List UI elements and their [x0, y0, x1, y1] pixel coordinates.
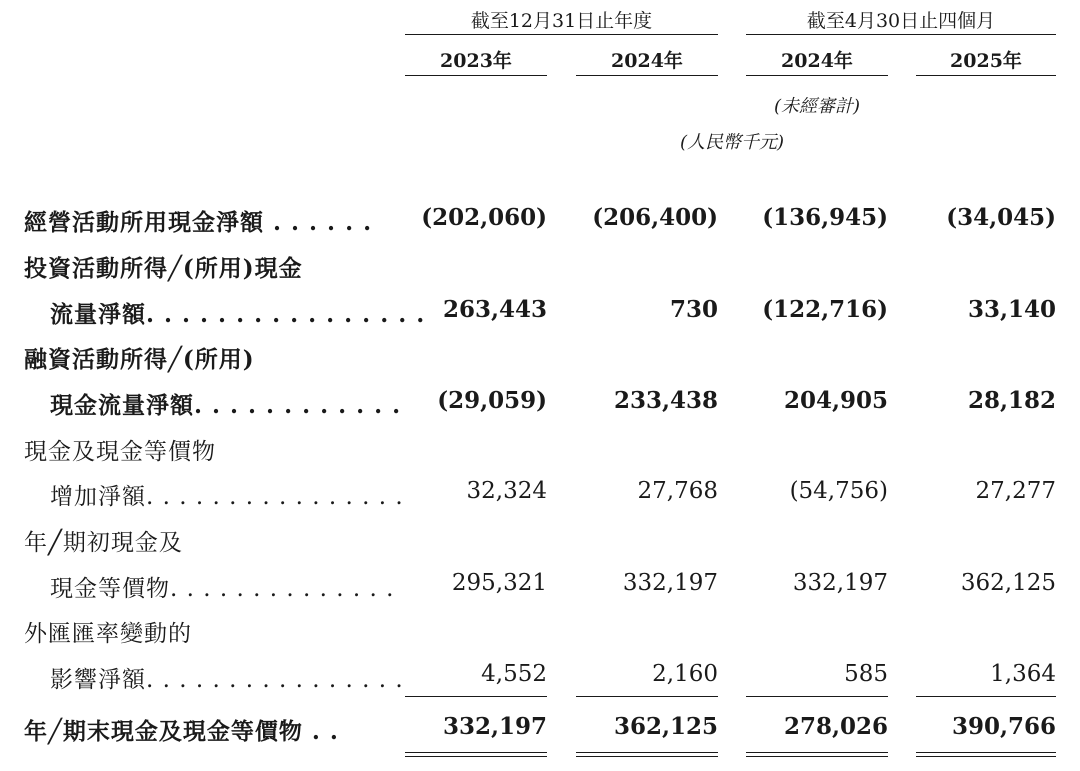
group-header-four-months: 截至4月30日止四個月 — [806, 10, 996, 32]
row-label-financing-1: 融資活動所得╱(所用) — [24, 346, 255, 373]
value-fx-2023: 4,552 — [481, 661, 547, 687]
value-fx-2024-4m: 585 — [844, 661, 888, 687]
subtotal-rule-1 — [405, 696, 547, 697]
subtotal-rule-2 — [576, 696, 718, 697]
value-opening-2023: 295,321 — [451, 570, 547, 596]
year-rule-2 — [576, 75, 718, 76]
value-opening-2025-4m: 362,125 — [960, 570, 1056, 596]
total-double-rule-2 — [576, 752, 718, 757]
unit-note: (人民幣千元) — [679, 132, 785, 153]
value-financing-2023: (29,059) — [437, 387, 547, 414]
value-investing-2024: 730 — [669, 296, 718, 323]
year-rule-1 — [405, 75, 547, 76]
value-closing-2023: 332,197 — [442, 713, 547, 740]
group-header-year-end: 截至12月31日止年度 — [470, 10, 653, 32]
value-opening-2024: 332,197 — [622, 570, 718, 596]
value-financing-2025-4m: 28,182 — [967, 387, 1056, 414]
row-label-opening-1: 年╱期初現金及 — [24, 530, 183, 556]
group-rule-2 — [746, 34, 1056, 35]
row-label-investing-1: 投資活動所得╱(所用)現金 — [24, 255, 303, 282]
row-label-operating: 經營活動所用現金淨額 . . . . . . — [24, 209, 373, 236]
value-investing-2024-4m: (122,716) — [762, 296, 888, 323]
year-header-2024a: 2024年 — [611, 50, 683, 72]
year-rule-3 — [746, 75, 888, 76]
row-label-opening-2: 現金等價物. . . . . . . . . . . . . . — [50, 576, 395, 602]
row-label-investing-2: 流量淨額. . . . . . . . . . . . . . . . — [50, 301, 426, 328]
value-closing-2024: 362,125 — [613, 713, 718, 740]
total-double-rule-4 — [916, 752, 1056, 757]
value-net-increase-2024-4m: (54,756) — [789, 478, 888, 504]
value-operating-2023: (202,060) — [421, 204, 547, 231]
row-label-fx-1: 外匯匯率變動的 — [24, 621, 192, 647]
row-label-net-increase-1: 現金及現金等價物 — [24, 439, 216, 465]
value-opening-2024-4m: 332,197 — [792, 570, 888, 596]
value-net-increase-2023: 32,324 — [466, 478, 547, 504]
value-closing-2025-4m: 390,766 — [951, 713, 1056, 740]
group-rule-1 — [405, 34, 718, 35]
value-fx-2025-4m: 1,364 — [990, 661, 1056, 687]
value-investing-2025-4m: 33,140 — [967, 296, 1056, 323]
row-label-net-increase-2: 增加淨額. . . . . . . . . . . . . . . . — [50, 484, 404, 510]
value-net-increase-2024: 27,768 — [637, 478, 718, 504]
value-operating-2025-4m: (34,045) — [946, 204, 1056, 231]
value-net-increase-2025-4m: 27,277 — [975, 478, 1056, 504]
row-label-financing-2: 現金流量淨額. . . . . . . . . . . . — [50, 392, 402, 419]
year-rule-4 — [916, 75, 1056, 76]
value-fx-2024: 2,160 — [652, 661, 718, 687]
value-financing-2024-4m: 204,905 — [783, 387, 888, 414]
value-investing-2023: 263,443 — [442, 296, 547, 323]
row-label-fx-2: 影響淨額. . . . . . . . . . . . . . . . — [50, 667, 404, 693]
total-double-rule-1 — [405, 752, 547, 757]
value-closing-2024-4m: 278,026 — [783, 713, 888, 740]
subtotal-rule-3 — [746, 696, 888, 697]
year-header-2023: 2023年 — [440, 50, 512, 72]
year-header-2024b: 2024年 — [781, 50, 853, 72]
value-operating-2024-4m: (136,945) — [762, 204, 888, 231]
row-label-closing: 年╱期末現金及現金等價物 . . — [24, 718, 339, 745]
subtotal-rule-4 — [916, 696, 1056, 697]
value-financing-2024: 233,438 — [613, 387, 718, 414]
year-header-2025: 2025年 — [950, 50, 1022, 72]
total-double-rule-3 — [746, 752, 888, 757]
unaudited-note: (未經審計) — [773, 96, 861, 117]
value-operating-2024: (206,400) — [592, 204, 718, 231]
